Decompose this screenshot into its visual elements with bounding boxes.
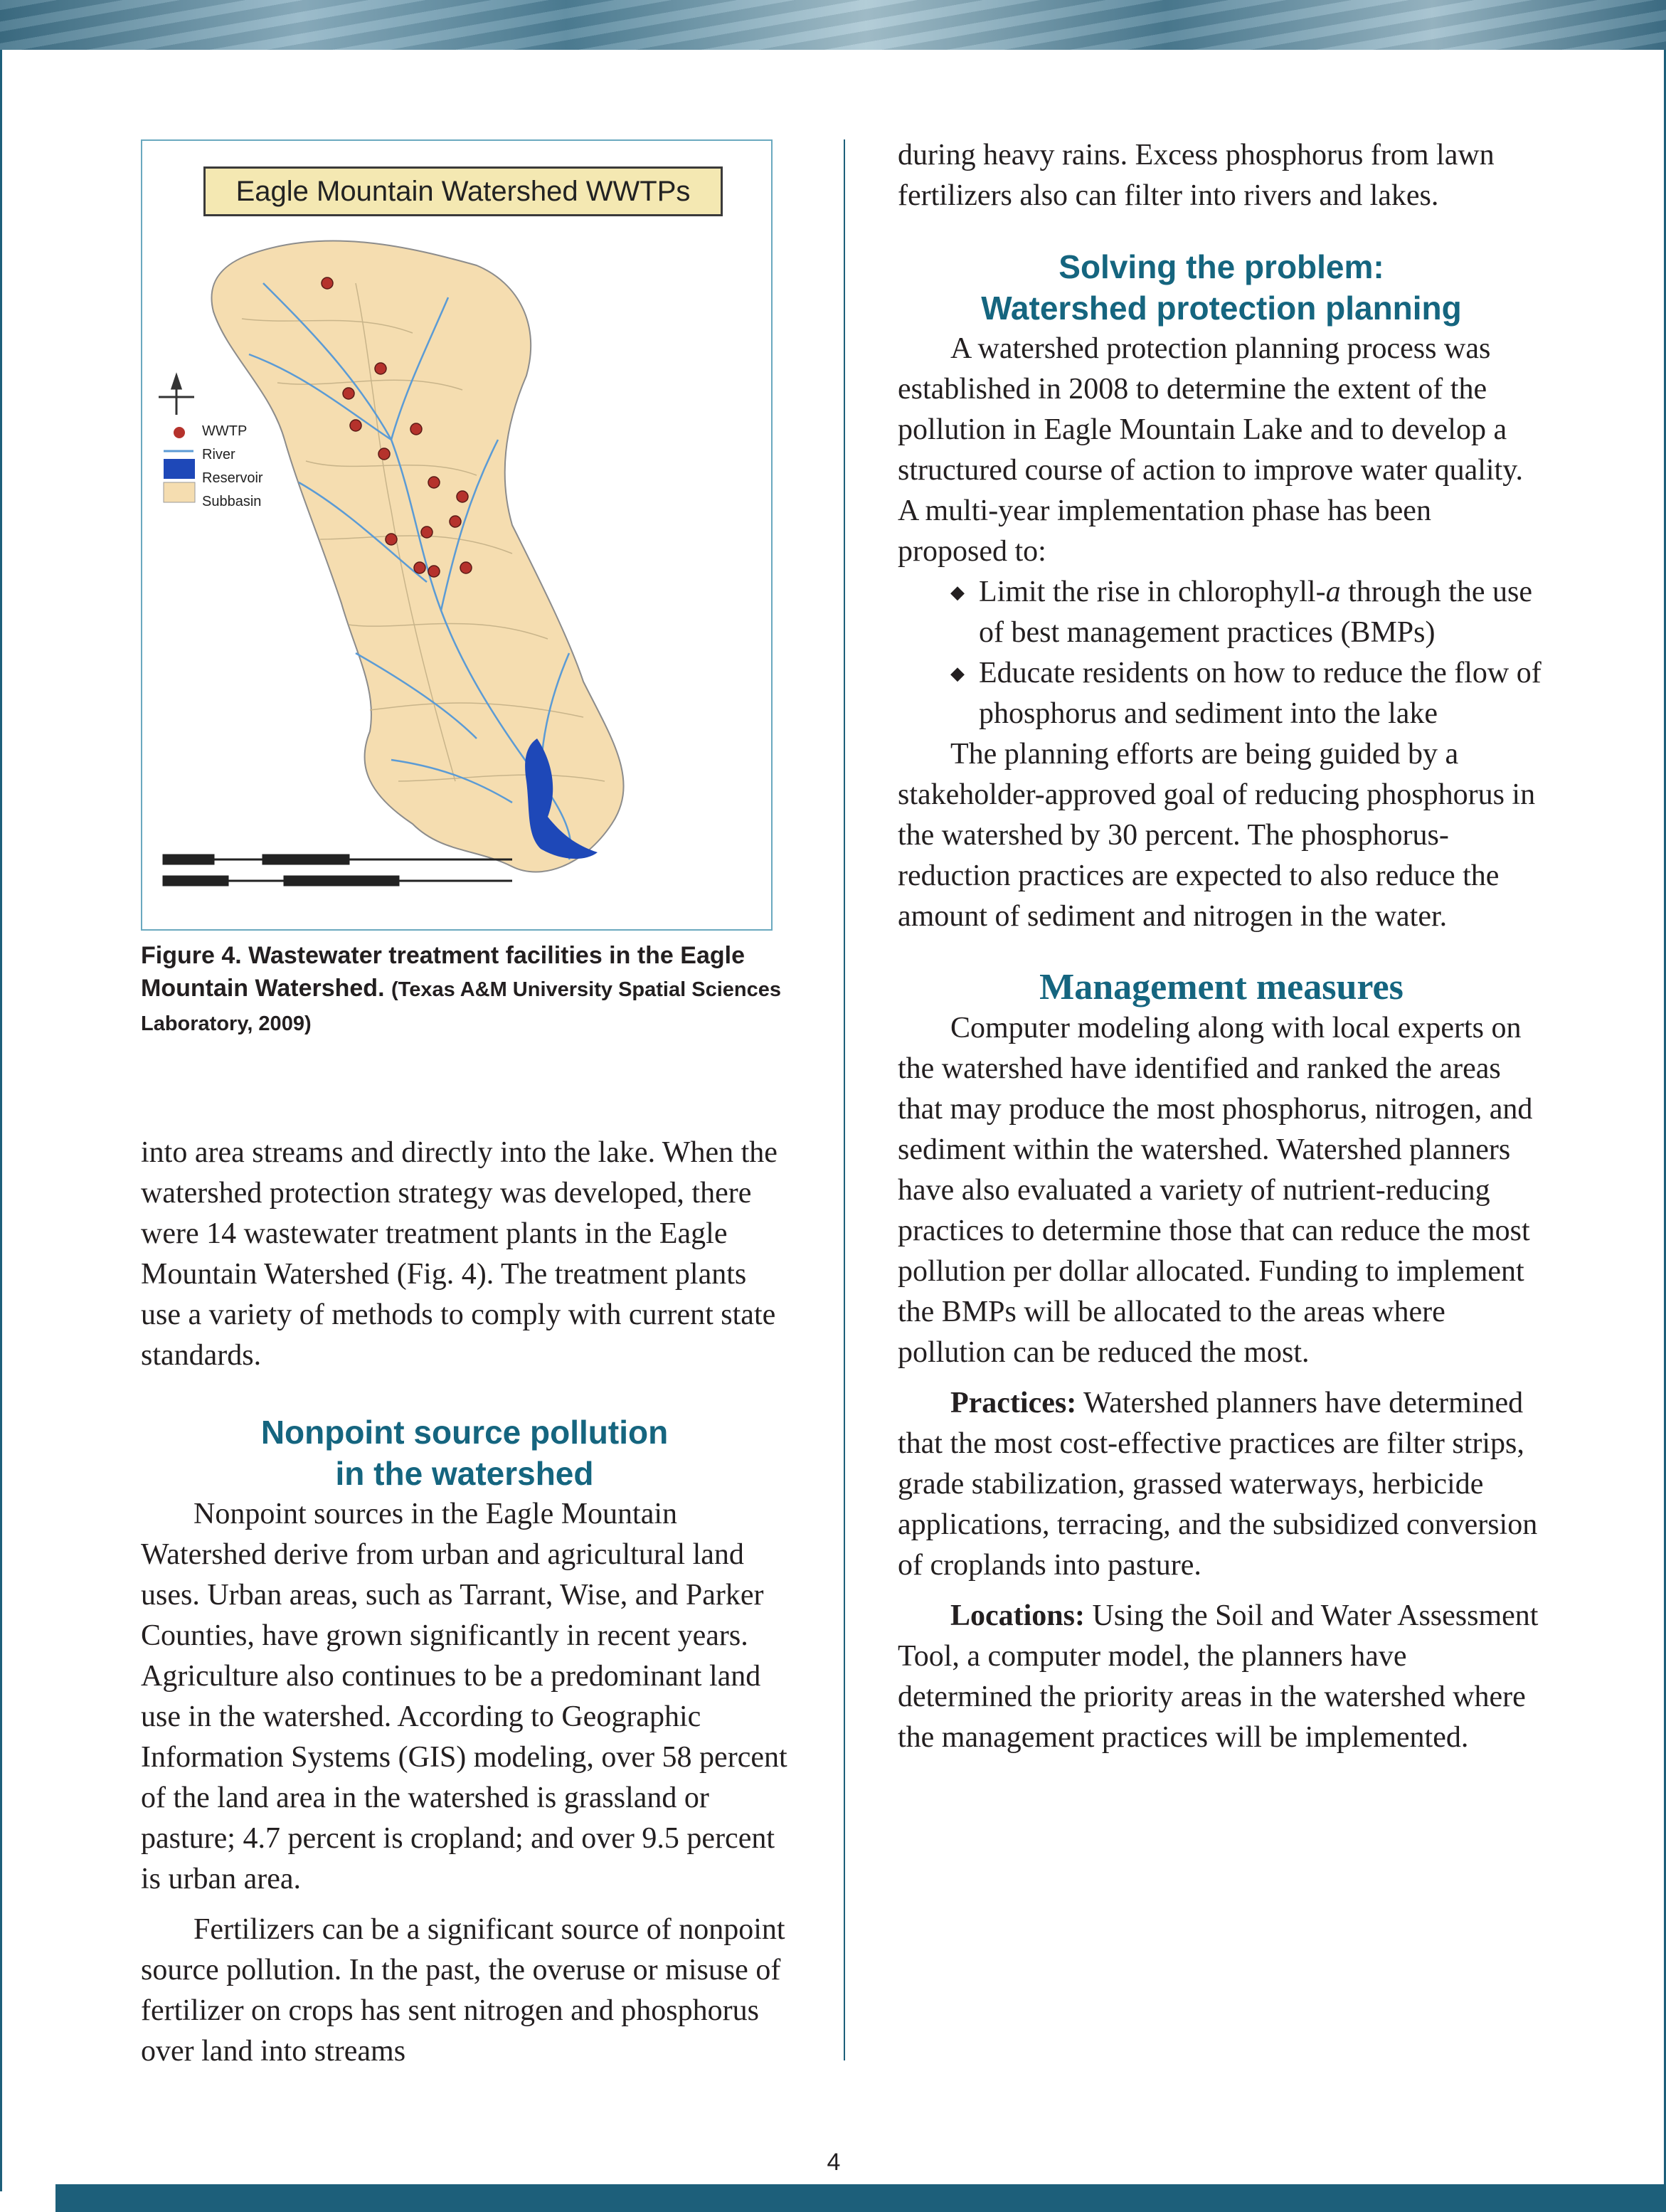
right-column — [898, 135, 1545, 1758]
paragraph-planning-process: A watershed protection planning process was established in 2008 to determine the extent of the pollution in Eagle Mountain Lake and to develop a structured course of action to improve water quality. A multi-year implementation phase has been proposed to: — [898, 332, 1523, 568]
practices-label: Practices: — [950, 1387, 1077, 1419]
paragraph-fertilizers: Fertilizers can be a significant source of nonpoint source pollution. In the past, the overuse or misuse of fertilizer on crops has sent nitrogen and phosphorus over land into streams — [141, 1913, 785, 2068]
caption-main: Figure 4. Wastewater treatment facilities in the Eagle Mountain Watershed. — [141, 942, 745, 1002]
page-number: 4 — [827, 2149, 841, 2176]
paragraph-computer-modeling: Computer modeling along with local experts on the watershed have identified and ranked the areas that may produce the most phosphorus, nitrogen, and sediment within the watershed. Watershed planners have also evaluated a variety of nutrient-reducing practices to determine those that can reduce the most pollution per dollar allocated. Funding to implement the BMPs will be allocated to the areas where pollution can be reduced the most. — [898, 1012, 1533, 1369]
paragraph-intro: into area streams and directly into the lake. When the watershed protection strategy was developed, there were 14 wastewater treatment plants in the Eagle Mountain Watershed (Fig. 4). The treatment plants use a variety of methods to comply with current state standards. — [141, 1136, 778, 1372]
subbasin-area — [211, 241, 623, 872]
watershed-map — [142, 141, 771, 929]
legend-labels — [202, 420, 263, 514]
legend-reservoir-label: Reservoir — [202, 470, 263, 486]
figure-caption — [141, 939, 781, 1040]
column-divider — [844, 139, 845, 2060]
locations-label: Locations: — [950, 1599, 1085, 1632]
paragraph-practices: Practices: Watershed planners have determined that the most cost-effective practices are filter strips, grade stabilization, grassed waterways, herbicide applications, terracing, and the subsidized conversion of croplands into pasture. — [898, 1387, 1538, 1582]
left-column — [141, 1133, 788, 2072]
watershed-map-figure — [141, 139, 773, 931]
paragraph-locations: Locations: Using the Soil and Water Assessment Tool, a computer model, the planners have determined the priority areas in the watershed where the management practices will be implemented. — [898, 1599, 1539, 1754]
list-item: ◆ Limit the rise in chlorophyll-a through the use of best management practices (BMPs) — [948, 572, 1545, 653]
paragraph-heavy-rains: during heavy rains. Excess phosphorus from lawn fertilizers also can filter into rivers and lakes. — [898, 139, 1495, 212]
heading-management-measures: Management measures — [1039, 967, 1404, 1007]
subbasin-swatch-icon — [164, 482, 195, 502]
scale-bar — [164, 855, 512, 885]
paragraph-planning-efforts: The planning efforts are being guided by a stakeholder-approved goal of reducing phosphorus in the watershed by 30 percent. The phosphorus-reduction practices are expected to also reduce the amount of sediment and nitrogen in the water. — [898, 738, 1536, 933]
legend-wwtp-label: WWTP — [202, 423, 248, 439]
legend-subbasin-label: Subbasin — [202, 494, 262, 509]
map-title: Eagle Mountain Watershed WWTPs — [203, 166, 723, 216]
heading-nonpoint-line1: Nonpoint source pollution — [260, 1414, 669, 1451]
reservoir-swatch-icon — [164, 459, 195, 479]
heading-solving-line1: Solving the problem: — [1059, 248, 1384, 285]
paragraph-nonpoint-sources: Nonpoint sources in the Eagle Mountain Watershed derive from urban and agricultural land uses. Urban areas, such as Tarrant, Wise, and Parker Counties, have grown significantly in recent years. Agriculture also continues to be a predominant land use in the watershed. According to Geographic Information Systems (GIS) modeling, over 58 percent of the land area in the watershed is grassland or pasture; 4.7 percent is cropland; and over 9.5 percent is urban area. — [141, 1498, 787, 1895]
caption-source: (Texas A&M University Spatial Sciences Laboratory, 2009) — [141, 978, 781, 1035]
legend-river-label: River — [202, 447, 235, 462]
footer-band — [55, 2184, 1666, 2212]
goals-list — [898, 572, 1545, 734]
wwtp-dot-icon — [174, 427, 185, 438]
list-item: ◆ Educate residents on how to reduce the flow of phosphorus and sediment into the lake — [948, 653, 1545, 734]
header-band — [0, 0, 1666, 50]
map-legend — [164, 427, 195, 502]
heading-nonpoint-line2: in the watershed — [335, 1455, 594, 1492]
heading-solving-line2: Watershed protection planning — [981, 290, 1462, 327]
north-arrow-icon — [159, 376, 194, 415]
